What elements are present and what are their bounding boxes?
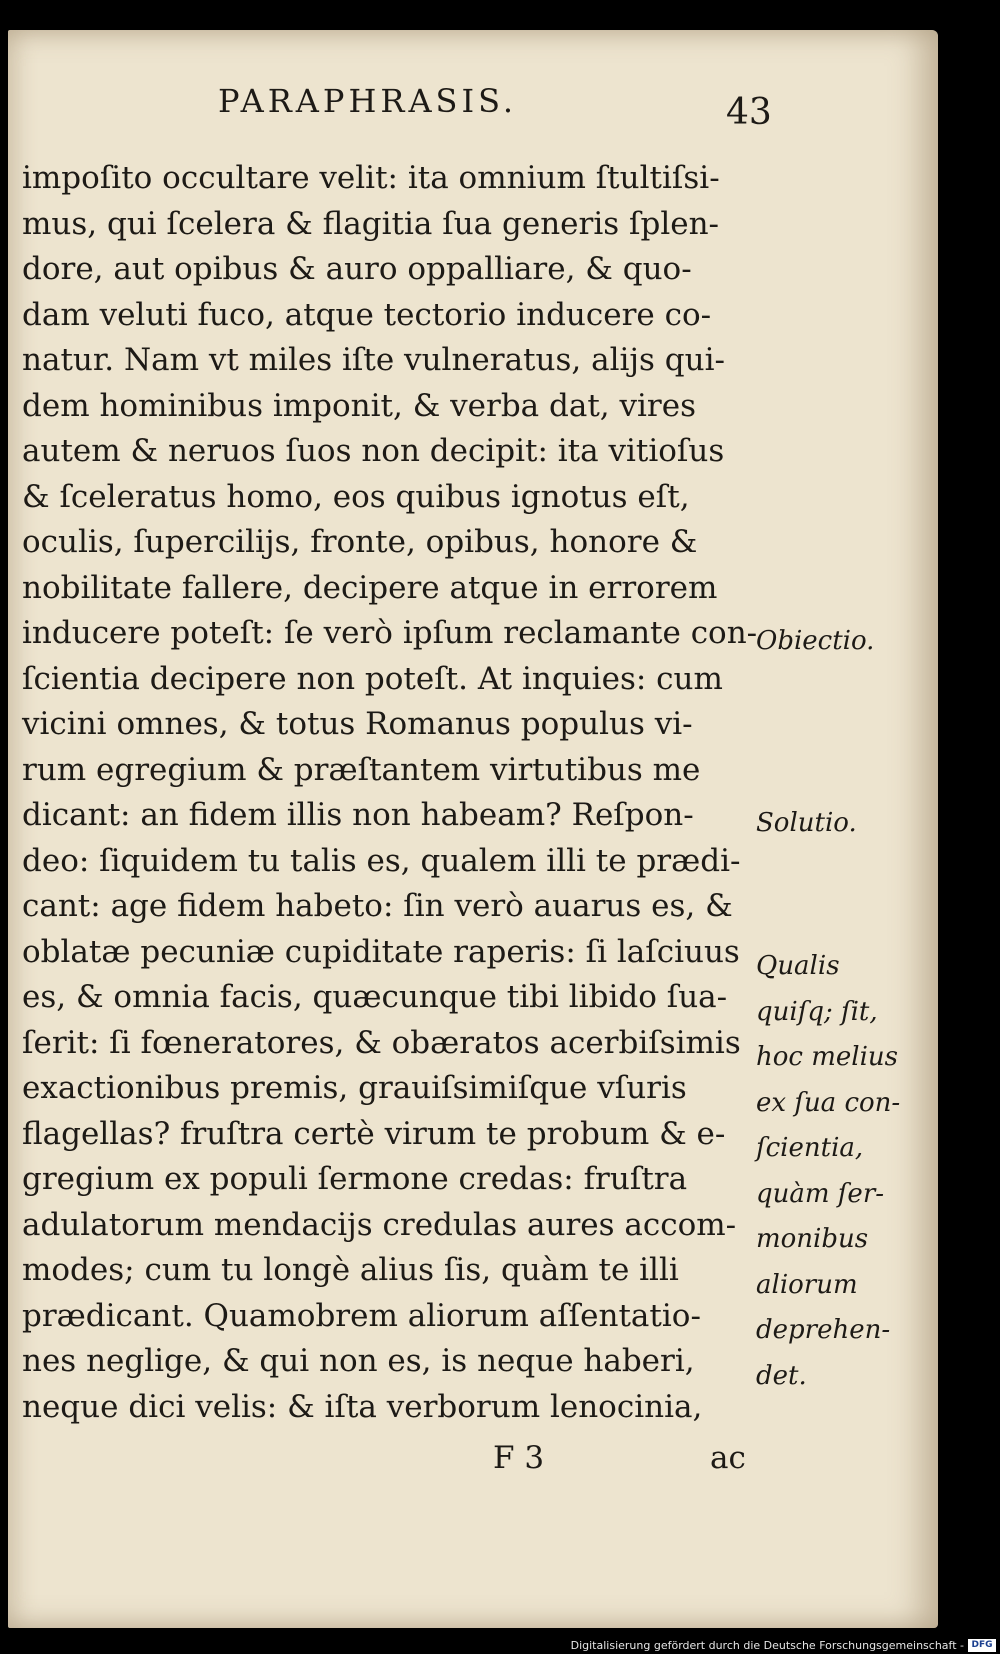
page-number: 43 <box>726 92 772 133</box>
margin-note-line: monibus <box>756 1224 869 1254</box>
margin-note-objectio: Obiectio. <box>756 626 875 656</box>
margin-note-line: det. <box>756 1360 807 1391</box>
text-line: mus, qui ſcelera & flagitia ſua generis ſplen- <box>22 205 720 242</box>
text-line: es, & omnia facis, quæcunque tibi libido ſua- <box>22 979 728 1015</box>
book-page <box>8 30 938 1628</box>
margin-note-qualis <box>756 944 900 1399</box>
text-line: autem & neruos ſuos non decipit: ita vitioſus <box>22 433 725 469</box>
margin-note-line: quàm ſer- <box>756 1178 885 1209</box>
text-line: dem hominibus imponit, & verba dat, vires <box>22 387 696 424</box>
text-line: nes neglige, & qui non es, is neque haberi, <box>22 1343 695 1379</box>
margin-note-line: Qualis <box>756 951 840 981</box>
signature-mark: F 3 <box>493 1440 545 1476</box>
margin-note-line: ex ſua con- <box>756 1087 901 1118</box>
margin-note-line: hoc melius <box>756 1042 898 1072</box>
text-line: adulatorum mendacijs credulas aures accom- <box>22 1206 737 1243</box>
text-line: natur. Nam vt miles iſte vulneratus, alijs qui- <box>22 342 725 378</box>
margin-note-line: aliorum <box>756 1269 858 1300</box>
text-line: & ſceleratus homo, eos quibus ignotus eſt, <box>22 478 690 515</box>
text-line: neque dici velis: & iſta verborum lenocinia, <box>22 1388 703 1425</box>
text-line: cant: age fidem habeto: ſin verò auarus es, & <box>22 888 733 924</box>
text-line: gregium ex populi ſermone credas: fruſtra <box>22 1161 688 1197</box>
digitization-credit: Digitalisierung gefördert durch die Deutsche Forschungsgemeinschaft - <box>570 1639 964 1652</box>
margin-note-line: deprehen- <box>756 1315 891 1345</box>
body-text <box>22 156 758 1430</box>
catchword: ac <box>710 1440 746 1476</box>
text-line: deo: ſiquidem tu talis es, qualem illi te prædi- <box>22 842 741 879</box>
text-line: prædicant. Quamobrem aliorum aſſentatio- <box>22 1297 701 1334</box>
margin-note-solutio: Solutio. <box>756 808 857 838</box>
text-line: flagellas? fruſtra certè virum te probum & e- <box>22 1115 726 1152</box>
running-head: PARAPHRASIS. <box>218 82 518 120</box>
dfg-logo: DFG <box>968 1639 996 1652</box>
text-line: inducere poteſt: ſe verò ipſum reclamante con- <box>22 615 758 651</box>
margin-note-line: quiſq; ſit, <box>756 996 878 1027</box>
text-line: oculis, ſupercilijs, fronte, opibus, honore & <box>22 524 698 560</box>
text-line: exactionibus premis, grauiſsimiſque vſuris <box>22 1070 687 1106</box>
text-line: dicant: an fidem illis non habeam? Reſpon- <box>22 797 694 833</box>
page-footer <box>8 1440 938 1490</box>
text-line: dore, aut opibus & auro oppalliare, & quo- <box>22 251 692 287</box>
text-line: rum egregium & præſtantem virtutibus me <box>22 751 701 788</box>
margin-note-line: ſcientia, <box>756 1133 864 1163</box>
text-line: impoſito occultare velit: ita omnium ſtultiſsi- <box>22 160 720 196</box>
text-line: dam veluti fuco, atque tectorio inducere co- <box>22 296 712 333</box>
text-line: vicini omnes, & totus Romanus populus vi- <box>22 706 693 742</box>
text-line: ſerit: ſi fœneratores, & obæratos acerbiſsimis <box>22 1024 741 1061</box>
text-line: ſcientia decipere non poteſt. At inquies: cum <box>22 660 723 697</box>
text-line: modes; cum tu longè alius ſis, quàm te illi <box>22 1252 679 1288</box>
text-line: oblatæ pecuniæ cupiditate raperis: ſi laſciuus <box>22 933 740 970</box>
text-line: nobilitate fallere, decipere atque in errorem <box>22 569 718 606</box>
